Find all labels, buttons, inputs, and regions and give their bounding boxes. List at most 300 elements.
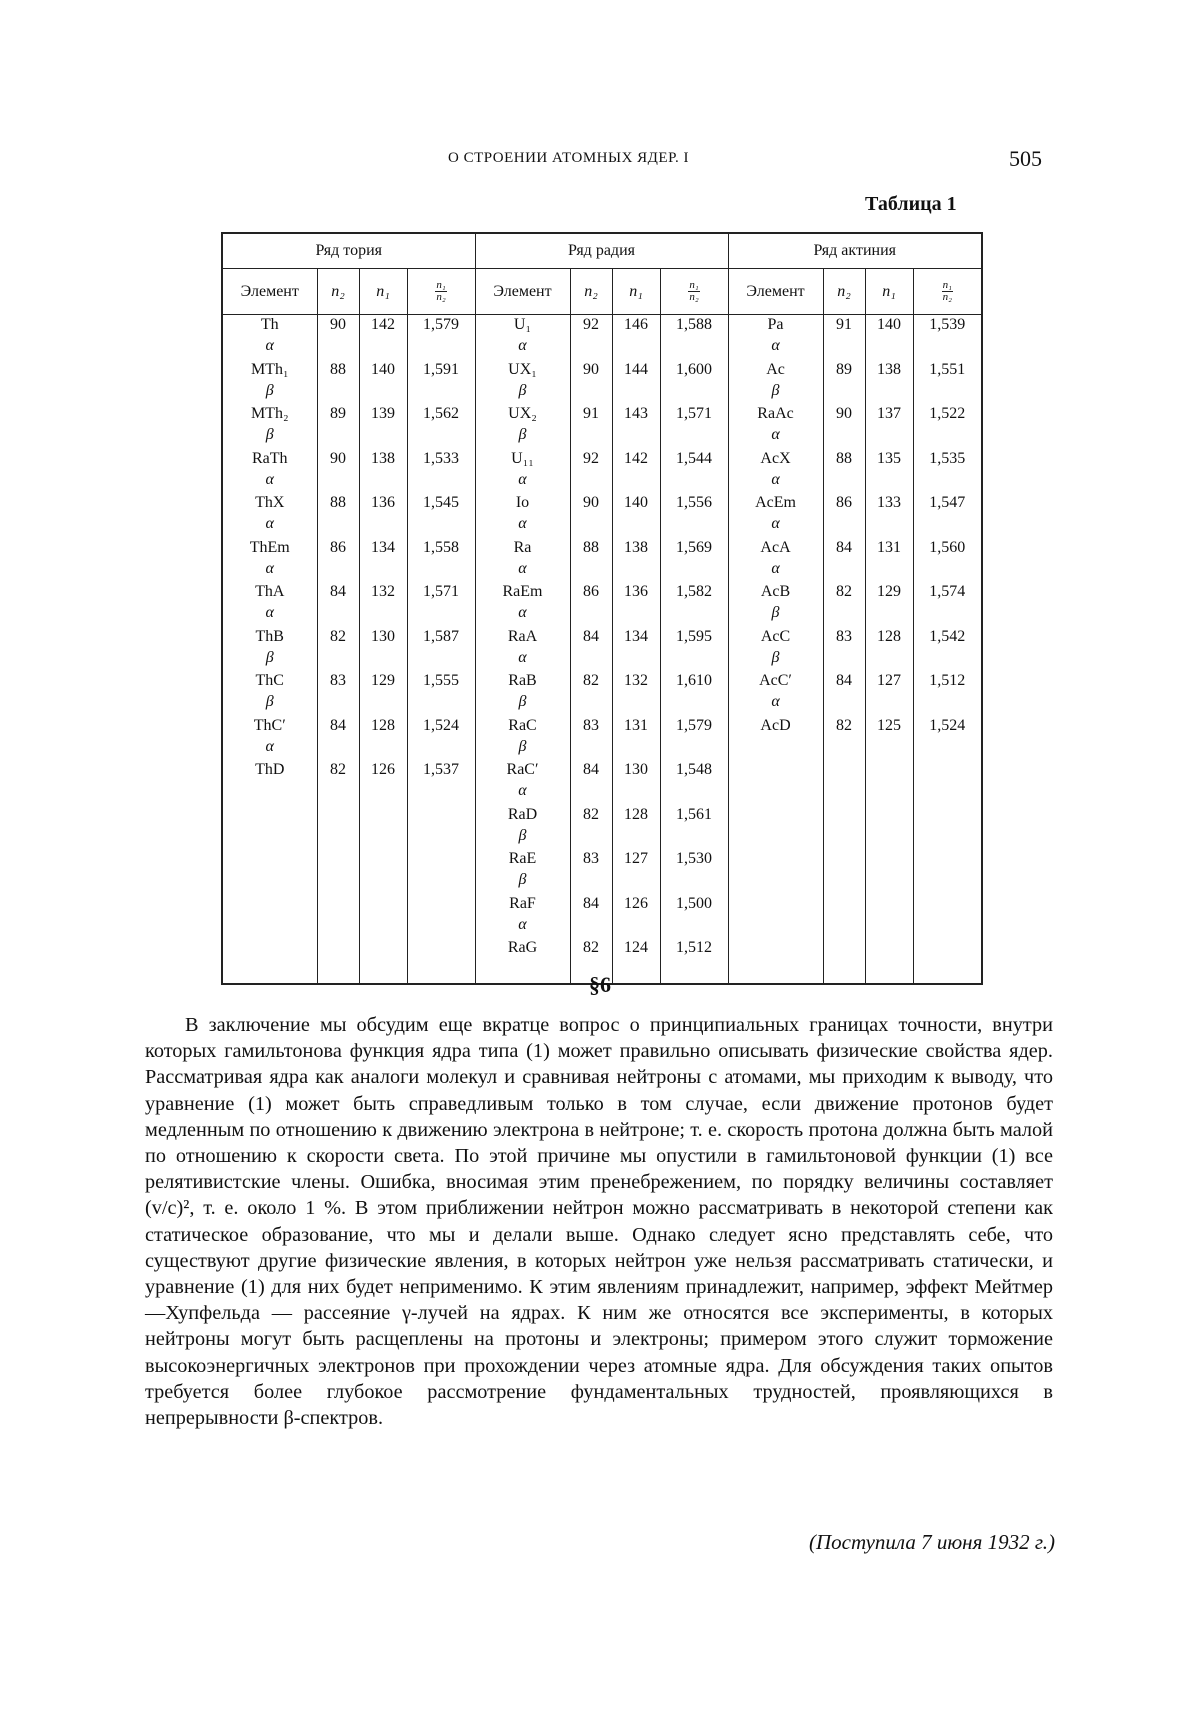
- table-cell: [318, 582, 359, 627]
- n1-value: 143: [624, 405, 648, 422]
- decay-type: α: [518, 337, 527, 354]
- table-cell: [360, 360, 407, 405]
- n1-value: 131: [877, 538, 902, 556]
- decay-series-table: [221, 232, 981, 956]
- n2-value: 84: [583, 894, 599, 912]
- ratio-value: 1,569: [676, 538, 712, 556]
- n2-value: 92: [583, 449, 599, 467]
- table-cell: [866, 538, 913, 583]
- decay-type: α: [771, 559, 780, 577]
- decay-type: β: [518, 871, 527, 888]
- element-name: AcB: [760, 583, 791, 600]
- table-cell: [729, 449, 823, 494]
- table-cell: [729, 404, 823, 449]
- n1-value: 136: [624, 583, 648, 600]
- n1-value: 144: [624, 360, 648, 378]
- table-cell: [824, 404, 865, 449]
- decay-type: β: [518, 381, 527, 399]
- n2-value: 89: [836, 360, 853, 378]
- ratio-value: 1,500: [676, 894, 712, 912]
- table-cell: [408, 582, 475, 627]
- table-cell: [914, 360, 982, 405]
- ratio-value: 1,574: [929, 583, 966, 600]
- table-cell: [661, 582, 728, 627]
- element-name: AcX: [760, 449, 791, 467]
- element-name: ThD: [255, 761, 285, 778]
- n2-value: 88: [330, 360, 346, 378]
- n2-value: 82: [836, 716, 853, 734]
- body-paragraph: В заключение мы обсудим еще вкратце вопрос о принципиальных границах точности, внутри которых гамильтонова функция ядра типа (1) может правильно описывать физические свойства ядер. Рассматривая ядра как аналоги молекул и сравнивая нейтроны с атомами, мы приходим к выводу, что уравнение (1) может быть справедливым только в том случае, если движение протонов будет медленным по отношению к движению электрона в нейтроне; т. е. скорость протона должна быть малой по отношению к скорости света. По этой причине мы опустили в гамильтоновой функции (1) все релятивистские члены. Ошибка, вносимая этим пренебрежением, по порядку величины составляет (v/c)², т. е. около 1 %. В этом приближении нейтрон можно рассматривать в некоторой степени как статическое образование, что мы и делали выше. Однако следует ясно представлять себе, что существуют другие физические явления, в которых нейтрон уже нельзя рассматривать статически, и уравнение (1) для них будет неприменимо. К этим явлениям принадлежит, например, эффект Мейтмер—Хупфельда — рассеяние γ-лучей на ядрах. К ним же относятся все эксперименты, в которых нейтроны могут быть расщеплены на протоны и электроны; примером этого служит торможение высокоэнергичных электронов при прохождении через атомные ядра. Для обсуждения таких опытов требуется более глубокое рассмотрение фундаментальных трудностей, проявляющихся в непрерывности β-спектров.: [145, 1014, 1053, 1430]
- element-name: Th: [260, 316, 279, 333]
- ratio-denominator: n₂: [689, 291, 699, 303]
- n1-value: 139: [371, 405, 395, 422]
- table-cell: [408, 716, 475, 761]
- ratio-value: 1,533: [423, 449, 459, 467]
- series-header-actinium: Ряд актиния: [728, 233, 982, 269]
- table-cell: [318, 493, 359, 538]
- element-name: MTh₁: [250, 360, 289, 378]
- decay-type: α: [518, 648, 527, 666]
- n2-value: 89: [330, 405, 346, 422]
- decay-type: β: [771, 648, 780, 666]
- n1-value: 128: [371, 716, 395, 734]
- table-cell: [571, 582, 612, 627]
- n1-value: 124: [624, 939, 648, 956]
- element-name: ThC: [255, 672, 284, 689]
- ratio-denominator: n₂: [942, 291, 952, 303]
- decay-type: β: [771, 604, 780, 621]
- table-cell: [476, 627, 570, 672]
- table-cell: [476, 493, 570, 538]
- table-cell: [360, 404, 407, 449]
- n2-value: 86: [330, 538, 346, 556]
- decay-type: β: [518, 426, 527, 443]
- element-name: ThA: [255, 583, 285, 600]
- page-header: [0, 146, 1200, 180]
- series-1-n1-column: [612, 315, 660, 984]
- decay-type: α: [518, 604, 527, 621]
- table-cell: [408, 360, 475, 405]
- n2-value: 84: [583, 627, 599, 645]
- table-cell: [866, 360, 913, 405]
- table-cell: [824, 627, 865, 672]
- table-cell: [824, 493, 865, 538]
- series-1-ratio-column: [660, 315, 728, 984]
- table-cell: [613, 582, 660, 627]
- table-cell: [866, 627, 913, 672]
- series-0-element-column: [222, 315, 317, 984]
- element-name: AcD: [760, 716, 791, 734]
- table-cell: [613, 404, 660, 449]
- ratio-value: 1,595: [676, 627, 712, 645]
- ratio-value: 1,545: [423, 494, 459, 511]
- n2-value: 83: [330, 672, 346, 689]
- column-header-ratio: [913, 269, 982, 315]
- ratio-value: 1,555: [423, 672, 459, 689]
- element-name: MTh₂: [250, 405, 289, 422]
- n2-value: 82: [836, 583, 853, 600]
- table-cell: [223, 582, 317, 627]
- table-cell: [613, 671, 660, 716]
- table-cell: [613, 760, 660, 805]
- n2-value: 91: [836, 316, 853, 333]
- element-name: AcC: [760, 627, 791, 645]
- table-cell: [223, 671, 317, 716]
- decay-type: α: [518, 515, 527, 532]
- ratio-value: 1,551: [929, 360, 966, 378]
- table-cell: [613, 627, 660, 672]
- n1-value: 134: [624, 627, 648, 645]
- ratio-value: 1,558: [423, 538, 459, 556]
- element-name: Ac: [766, 360, 785, 378]
- table-cell: [613, 805, 660, 850]
- table-cell: [661, 805, 728, 850]
- n1-value: 140: [877, 316, 902, 333]
- n1-value: 125: [877, 716, 902, 734]
- series-header-radium: Ряд радия: [475, 233, 728, 269]
- ratio-value: 1,561: [676, 805, 712, 823]
- decay-type: α: [771, 470, 780, 488]
- page-number: 505: [1009, 146, 1042, 171]
- column-header-ratio: [660, 269, 728, 315]
- table-cell: [318, 760, 359, 805]
- series-1-n2-column: [570, 315, 612, 984]
- table-cell: [914, 582, 982, 627]
- table-body-row: [222, 315, 982, 984]
- decay-type: α: [518, 470, 527, 488]
- n2-value: 84: [836, 538, 853, 556]
- table-cell: [571, 315, 612, 360]
- table-cell: [408, 627, 475, 672]
- n2-value: 90: [330, 316, 346, 333]
- n1-value: 140: [624, 494, 648, 511]
- table-cell: [729, 493, 823, 538]
- table-cell: [476, 449, 570, 494]
- n2-value: 83: [583, 850, 599, 867]
- ratio-value: 1,530: [676, 850, 712, 867]
- table-cell: [360, 671, 407, 716]
- table-cell: [408, 493, 475, 538]
- table-cell: [824, 360, 865, 405]
- n1-value: 140: [371, 360, 395, 378]
- n1-value: 137: [877, 405, 902, 422]
- n2-value: 88: [330, 494, 346, 511]
- table-cell: [476, 805, 570, 850]
- ratio-numerator: n₁: [942, 279, 952, 291]
- table-cell: [360, 315, 407, 360]
- table-cell: [866, 449, 913, 494]
- table-cell: [223, 760, 317, 805]
- table-cell: [661, 315, 728, 360]
- ratio-value: 1,582: [676, 583, 712, 600]
- table-cell: [613, 716, 660, 761]
- column-header-n1: n₁: [865, 269, 913, 315]
- table-cell: [318, 315, 359, 360]
- table-cell: [613, 493, 660, 538]
- decay-type: α: [771, 337, 780, 354]
- n2-value: 90: [330, 449, 346, 467]
- n1-value: 131: [624, 716, 648, 734]
- table-cell: [223, 716, 317, 761]
- table-cell: [223, 315, 317, 360]
- table-cell: [866, 493, 913, 538]
- decay-type: β: [518, 737, 527, 755]
- table-cell: [571, 404, 612, 449]
- ratio-value: 1,588: [676, 316, 712, 333]
- table-cell: [661, 716, 728, 761]
- n2-value: 83: [836, 627, 853, 645]
- series-2-element-column: [728, 315, 823, 984]
- ratio-value: 1,579: [676, 716, 712, 734]
- n2-value: 82: [583, 939, 599, 956]
- element-name: RaE: [508, 850, 537, 867]
- table-cell: [914, 671, 982, 716]
- decay-type: β: [265, 381, 274, 399]
- element-name: Io: [515, 494, 530, 511]
- decay-type: α: [518, 915, 527, 933]
- element-name: RaF: [509, 894, 536, 912]
- table-cell: [661, 449, 728, 494]
- table-cell: [613, 449, 660, 494]
- table-cell: [914, 627, 982, 672]
- column-header-element: Элемент: [475, 269, 570, 315]
- table-cell: [729, 582, 823, 627]
- table-cell: [824, 449, 865, 494]
- table-cell: [318, 360, 359, 405]
- series-2-n2-column: [823, 315, 865, 984]
- ratio-value: 1,610: [676, 672, 712, 689]
- ratio-fraction: [942, 280, 953, 303]
- element-name: RaD: [507, 805, 538, 823]
- ratio-value: 1,556: [676, 494, 712, 511]
- table-cell: [914, 315, 982, 360]
- n1-value: 136: [371, 494, 395, 511]
- n1-value: 132: [624, 672, 648, 689]
- table-cell: [661, 538, 728, 583]
- n1-value: 129: [371, 672, 395, 689]
- n2-value: 86: [583, 583, 599, 600]
- table-cell: [318, 716, 359, 761]
- received-date: (Поступила 7 июня 1932 г.): [808, 1530, 1055, 1554]
- column-header-ratio: [407, 269, 475, 315]
- table-cell: [661, 671, 728, 716]
- table-cell: [661, 360, 728, 405]
- element-name: RaAc: [757, 405, 794, 422]
- decay-type: α: [518, 559, 527, 577]
- n1-value: 130: [371, 627, 395, 645]
- table-cell: [661, 404, 728, 449]
- table-cell: [223, 404, 317, 449]
- n2-value: 91: [583, 405, 599, 422]
- n2-value: 82: [330, 627, 346, 645]
- ratio-value: 1,587: [423, 627, 459, 645]
- decay-type: α: [265, 559, 274, 577]
- ratio-value: 1,522: [929, 405, 966, 422]
- n2-value: 92: [583, 316, 599, 333]
- ratio-denominator: n₂: [436, 291, 446, 303]
- table-cell: [661, 894, 728, 939]
- decay-type: β: [265, 426, 274, 443]
- decay-type: β: [771, 381, 780, 399]
- table-cell: [476, 582, 570, 627]
- table-cell: [661, 493, 728, 538]
- column-header-n2: n₂: [823, 269, 865, 315]
- n2-value: 82: [330, 761, 346, 778]
- decay-type: β: [265, 648, 274, 666]
- n2-value: 84: [836, 672, 853, 689]
- ratio-value: 1,571: [423, 583, 459, 600]
- table-cell: [360, 538, 407, 583]
- decay-type: α: [265, 337, 274, 354]
- table-cell: [318, 538, 359, 583]
- ratio-value: 1,571: [676, 405, 712, 422]
- n1-value: 142: [624, 449, 648, 467]
- n1-value: 146: [624, 316, 648, 333]
- table-cell: [571, 671, 612, 716]
- decay-type: β: [265, 693, 274, 710]
- table-cell: [360, 582, 407, 627]
- n1-value: 142: [371, 316, 395, 333]
- n2-value: 90: [583, 494, 599, 511]
- table-cell: [571, 894, 612, 939]
- n1-value: 138: [877, 360, 902, 378]
- table-cell: [360, 716, 407, 761]
- decay-type: α: [771, 515, 780, 532]
- table-cell: [223, 449, 317, 494]
- column-header-element: Элемент: [728, 269, 823, 315]
- table-cell: [914, 493, 982, 538]
- table-cell: [914, 449, 982, 494]
- n2-value: 82: [583, 805, 599, 823]
- ratio-value: 1,542: [929, 627, 966, 645]
- table-cell: [360, 760, 407, 805]
- n1-value: 126: [371, 761, 395, 778]
- ratio-value: 1,535: [929, 449, 966, 467]
- n2-value: 88: [583, 538, 599, 556]
- ratio-value: 1,548: [676, 761, 712, 778]
- n1-value: 133: [877, 494, 902, 511]
- decay-type: α: [265, 515, 274, 532]
- table-cell: [476, 538, 570, 583]
- table-cell: [613, 538, 660, 583]
- element-name: Pa: [767, 316, 784, 333]
- table-cell: [571, 360, 612, 405]
- table-cell: [408, 449, 475, 494]
- table-cell: [571, 449, 612, 494]
- element-name: RaC: [508, 716, 537, 734]
- table-cell: [223, 627, 317, 672]
- table-cell: [824, 716, 865, 761]
- table-cell: [613, 849, 660, 894]
- table-cell: [360, 449, 407, 494]
- decay-type: β: [518, 826, 527, 844]
- table-cell: [824, 315, 865, 360]
- n1-value: 132: [371, 583, 395, 600]
- table-cell: [866, 582, 913, 627]
- ratio-value: 1,539: [929, 316, 966, 333]
- table-cell: [866, 716, 913, 761]
- n2-value: 84: [330, 583, 346, 600]
- table-cell: [613, 894, 660, 939]
- element-name: ThB: [255, 627, 284, 645]
- element-name: Ra: [513, 538, 532, 556]
- element-name: AcA: [760, 538, 791, 556]
- table-cell: [571, 716, 612, 761]
- n1-value: 138: [371, 449, 395, 467]
- table-cell: [476, 894, 570, 939]
- element-name: U₁: [513, 316, 532, 333]
- table-cell: [914, 404, 982, 449]
- table-cell: [571, 493, 612, 538]
- n2-value: 82: [583, 672, 599, 689]
- decay-type: α: [265, 737, 274, 755]
- table-cell: [571, 760, 612, 805]
- element-name: ThEm: [249, 538, 290, 556]
- ratio-fraction: [688, 280, 699, 303]
- series-1-element-column: [475, 315, 570, 984]
- ratio-value: 1,600: [676, 360, 712, 378]
- ratio-value: 1,537: [423, 761, 459, 778]
- n1-value: 128: [624, 805, 648, 823]
- element-name: AcC′: [759, 672, 792, 689]
- n2-value: 83: [583, 716, 599, 734]
- n2-value: 90: [836, 405, 853, 422]
- table-cell: [914, 538, 982, 583]
- n2-value: 84: [330, 716, 346, 734]
- table-cell: [729, 315, 823, 360]
- n2-value: 90: [583, 360, 599, 378]
- series-2-n1-column: [865, 315, 913, 984]
- n2-value: 84: [583, 761, 599, 778]
- table-cell: [360, 627, 407, 672]
- n1-value: 127: [877, 672, 902, 689]
- table-cell: [571, 805, 612, 850]
- table-cell: [476, 760, 570, 805]
- column-header-n2: n₂: [570, 269, 612, 315]
- element-name: UX₂: [508, 405, 537, 422]
- table-cell: [866, 404, 913, 449]
- table-cell: [729, 716, 823, 761]
- ratio-value: 1,579: [423, 316, 459, 333]
- element-name: UX₁: [508, 360, 537, 378]
- table-label: Таблица 1: [865, 193, 957, 215]
- column-header-n1: n₁: [359, 269, 407, 315]
- decay-type: α: [265, 470, 274, 488]
- table-cell: [729, 360, 823, 405]
- series-header-thorium: Ряд тория: [222, 233, 475, 269]
- n1-value: 135: [877, 449, 902, 467]
- ratio-value: 1,512: [676, 939, 712, 956]
- table-cell: [318, 404, 359, 449]
- ratio-numerator: n₁: [689, 279, 699, 291]
- table-cell: [318, 627, 359, 672]
- element-name: RaA: [507, 627, 538, 645]
- element-name: U₁₁: [511, 449, 534, 467]
- column-header-row: [222, 269, 982, 315]
- table-cell: [408, 671, 475, 716]
- table-cell: [824, 582, 865, 627]
- n1-value: 130: [624, 761, 648, 778]
- table-cell: [318, 449, 359, 494]
- table-cell: [729, 627, 823, 672]
- table-cell: [476, 671, 570, 716]
- element-name: RaEm: [502, 583, 543, 600]
- table-cell: [661, 627, 728, 672]
- ratio-value: 1,560: [929, 538, 966, 556]
- table-cell: [476, 849, 570, 894]
- n1-value: 128: [877, 627, 902, 645]
- table-cell: [661, 849, 728, 894]
